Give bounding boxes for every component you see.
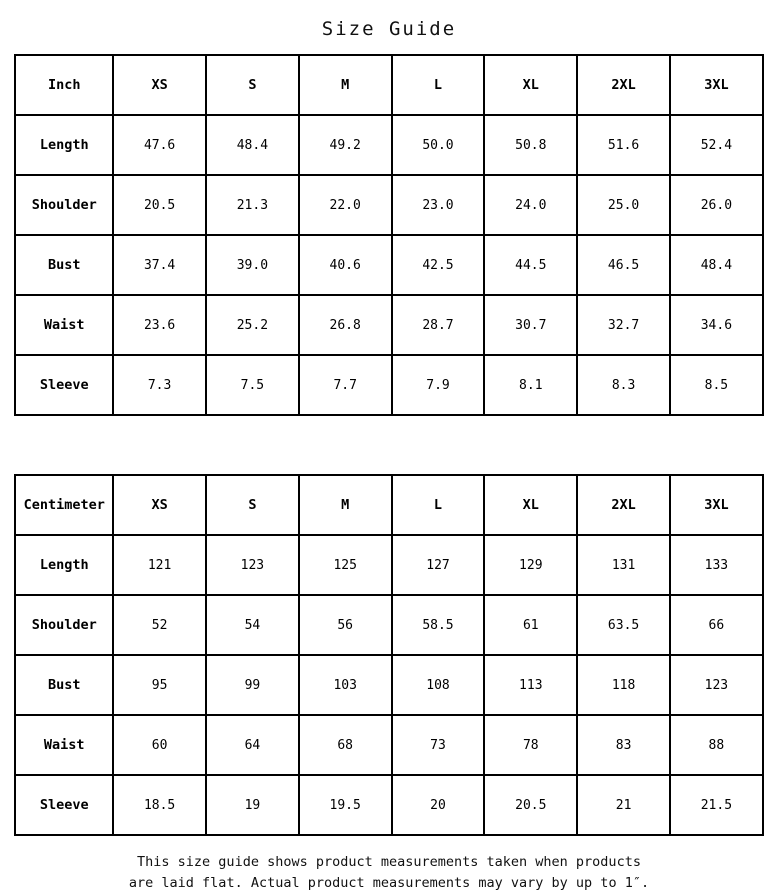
table-row [15,655,763,715]
table-row [15,115,763,175]
table-header-row [15,55,763,115]
cell-value: 64 [206,715,299,775]
cell-value: 48.4 [206,115,299,175]
cell-value: 28.7 [392,295,485,355]
cell-value: 66 [670,595,763,655]
cell-value: 18.5 [113,775,206,835]
table-row [15,535,763,595]
cell-value: 44.5 [484,235,577,295]
column-header-l: L [392,475,485,535]
cell-value: 24.0 [484,175,577,235]
cell-value: 133 [670,535,763,595]
cell-value: 8.1 [484,355,577,415]
column-header-s: S [206,55,299,115]
row-label-shoulder: Shoulder [15,595,113,655]
size-table-centimeter [14,474,764,836]
column-header-m: M [299,475,392,535]
cell-value: 20.5 [113,175,206,235]
column-header-s: S [206,475,299,535]
cell-value: 20 [392,775,485,835]
cell-value: 19 [206,775,299,835]
cell-value: 26.0 [670,175,763,235]
cell-value: 42.5 [392,235,485,295]
cell-value: 125 [299,535,392,595]
cell-value: 108 [392,655,485,715]
cell-value: 21 [577,775,670,835]
cell-value: 46.5 [577,235,670,295]
cell-value: 23.6 [113,295,206,355]
cell-value: 25.2 [206,295,299,355]
row-label-waist: Waist [15,715,113,775]
page-title: Size Guide [321,18,457,40]
cell-value: 37.4 [113,235,206,295]
row-label-sleeve: Sleeve [15,355,113,415]
row-label-length: Length [15,115,113,175]
table-gap-divider [0,416,778,474]
cell-value: 129 [484,535,577,595]
cell-value: 60 [113,715,206,775]
column-header-xl: XL [484,475,577,535]
cell-value: 22.0 [299,175,392,235]
column-header-3xl: 3XL [670,475,763,535]
footnote-line-1: This size guide shows product measurements taken when products [137,854,641,870]
cell-value: 7.3 [113,355,206,415]
row-label-length: Length [15,535,113,595]
cell-value: 103 [299,655,392,715]
column-header-2xl: 2XL [577,475,670,535]
cell-value: 58.5 [392,595,485,655]
cell-value: 26.8 [299,295,392,355]
table-header-row [15,475,763,535]
cell-value: 95 [113,655,206,715]
cell-value: 8.3 [577,355,670,415]
cell-value: 113 [484,655,577,715]
column-header-2xl: 2XL [577,55,670,115]
cell-value: 52.4 [670,115,763,175]
table-row [15,295,763,355]
cell-value: 8.5 [670,355,763,415]
cell-value: 61 [484,595,577,655]
footnote-line-2: are laid flat. Actual product measurements may vary by up to 1″. [128,875,650,891]
table-row [15,715,763,775]
cell-value: 123 [670,655,763,715]
cell-value: 47.6 [113,115,206,175]
cell-value: 68 [299,715,392,775]
table-row [15,595,763,655]
cell-value: 20.5 [484,775,577,835]
cell-value: 118 [577,655,670,715]
cell-value: 50.8 [484,115,577,175]
size-table-inch [14,54,764,416]
cell-value: 123 [206,535,299,595]
column-header-xs: XS [113,475,206,535]
cell-value: 121 [113,535,206,595]
cell-value: 88 [670,715,763,775]
cell-value: 21.3 [206,175,299,235]
unit-label-inch: Inch [15,55,113,115]
cell-value: 19.5 [299,775,392,835]
cell-value: 127 [392,535,485,595]
cell-value: 39.0 [206,235,299,295]
cell-value: 30.7 [484,295,577,355]
cell-value: 23.0 [392,175,485,235]
cell-value: 83 [577,715,670,775]
cell-value: 7.7 [299,355,392,415]
table-row [15,355,763,415]
row-label-bust: Bust [15,655,113,715]
cell-value: 7.9 [392,355,485,415]
column-header-l: L [392,55,485,115]
column-header-xl: XL [484,55,577,115]
cell-value: 131 [577,535,670,595]
table-row [15,775,763,835]
footnote [39,836,739,894]
cell-value: 49.2 [299,115,392,175]
table-row [15,235,763,295]
column-header-xs: XS [113,55,206,115]
cell-value: 54 [206,595,299,655]
unit-label-centimeter: Centimeter [15,475,113,535]
cell-value: 7.5 [206,355,299,415]
row-label-shoulder: Shoulder [15,175,113,235]
table-row [15,175,763,235]
cell-value: 25.0 [577,175,670,235]
cell-value: 63.5 [577,595,670,655]
cell-value: 78 [484,715,577,775]
cell-value: 50.0 [392,115,485,175]
row-label-waist: Waist [15,295,113,355]
cell-value: 99 [206,655,299,715]
cell-value: 32.7 [577,295,670,355]
cell-value: 56 [299,595,392,655]
cell-value: 21.5 [670,775,763,835]
cell-value: 52 [113,595,206,655]
cell-value: 40.6 [299,235,392,295]
cell-value: 73 [392,715,485,775]
column-header-3xl: 3XL [670,55,763,115]
row-label-sleeve: Sleeve [15,775,113,835]
cell-value: 48.4 [670,235,763,295]
column-header-m: M [299,55,392,115]
row-label-bust: Bust [15,235,113,295]
cell-value: 51.6 [577,115,670,175]
cell-value: 34.6 [670,295,763,355]
